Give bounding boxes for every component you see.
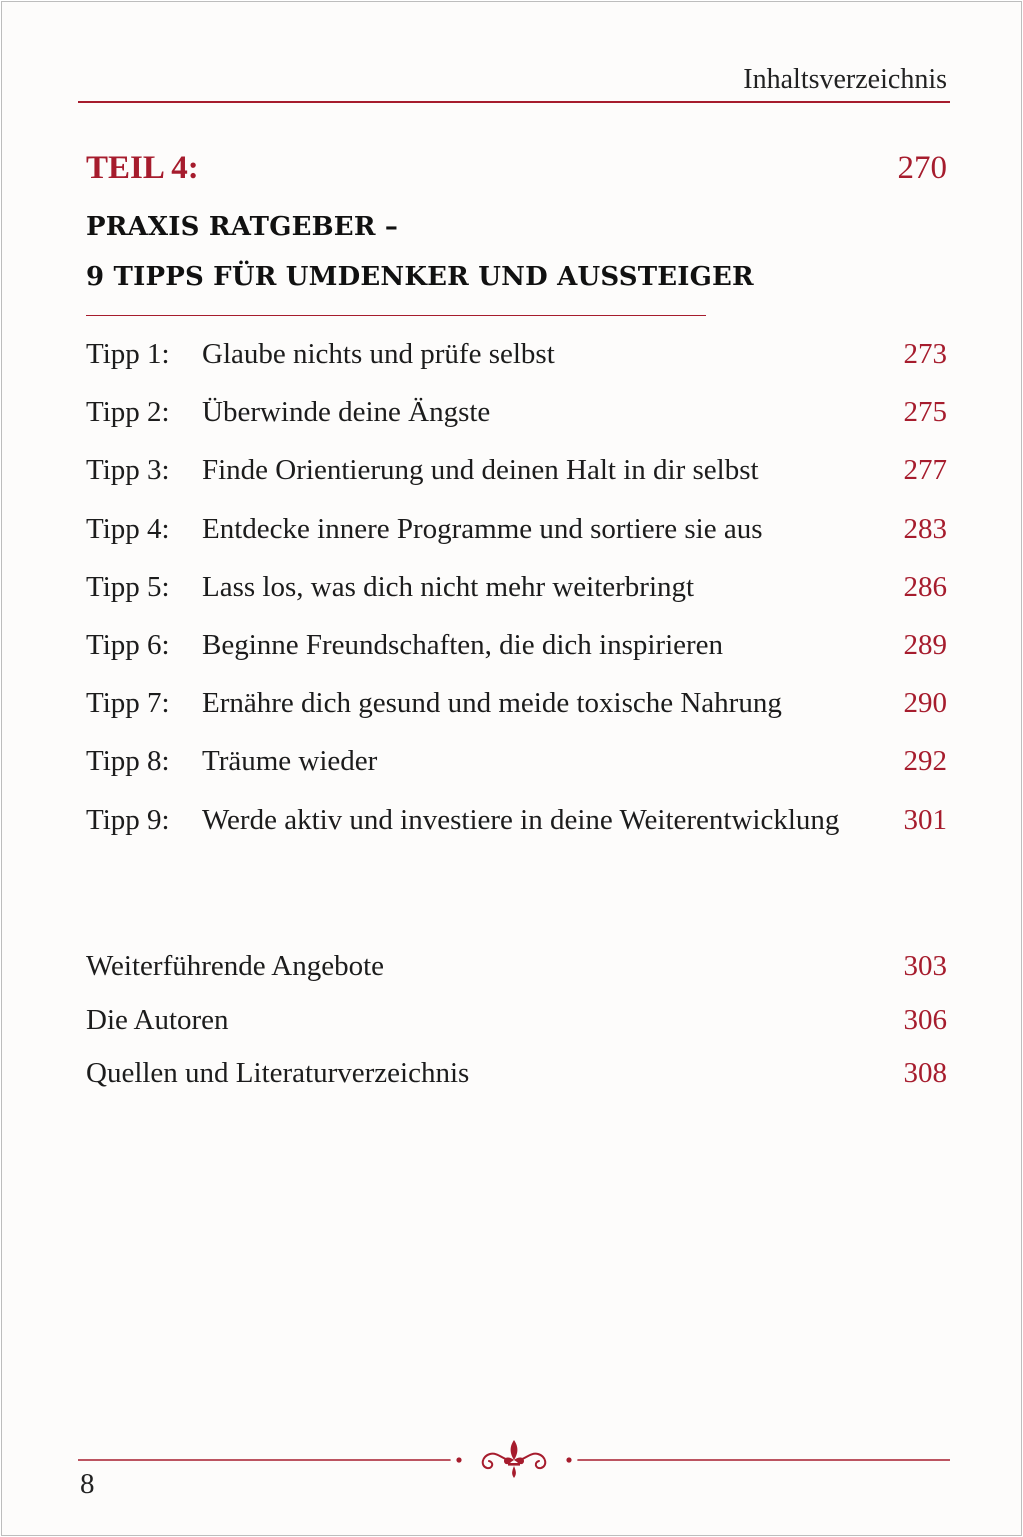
appendix-list (86, 950, 947, 1111)
tip-page-number: 290 (903, 687, 947, 720)
tip-page-number: 301 (903, 803, 947, 836)
tip-number: Tipp 7: (86, 687, 170, 720)
toc-entry[interactable] (86, 804, 947, 862)
section-title-line-1: PRAXIS RATGEBER – (86, 212, 399, 242)
appendix-page-number: 303 (903, 950, 947, 982)
tip-title: Lass los, was dich nicht mehr weiterbringt (202, 570, 695, 603)
tip-title: Entdecke innere Programme und sortiere sie aus (202, 512, 763, 545)
tip-number: Tipp 8: (86, 745, 170, 778)
toc-entry[interactable] (86, 396, 947, 454)
tip-title: Beginne Freundschaften, die dich inspirieren (202, 628, 724, 661)
appendix-title: Weiterführende Angebote (86, 950, 385, 982)
appendix-page-number: 306 (903, 1003, 947, 1036)
tip-page-number: 275 (903, 396, 947, 429)
toc-entry[interactable] (86, 1004, 947, 1058)
toc-entry[interactable] (86, 338, 947, 396)
tip-title: Finde Orientierung und deinen Halt in dir selbst (202, 454, 759, 487)
toc-entry[interactable] (86, 1057, 947, 1111)
tip-number: Tipp 5: (86, 570, 170, 603)
tip-title: Überwinde deine Ängste (202, 396, 491, 429)
section-title (86, 202, 754, 302)
appendix-page-number: 308 (903, 1057, 947, 1089)
appendix-title: Quellen und Literaturverzeichnis (86, 1057, 470, 1089)
toc-entry[interactable] (86, 950, 947, 1004)
page-number: 8 (80, 1468, 95, 1500)
tip-number: Tipp 3: (86, 454, 170, 487)
tip-page-number: 286 (903, 570, 947, 603)
tip-page-number: 292 (903, 745, 947, 778)
tip-title: Ernähre dich gesund und meide toxische Nahrung (202, 687, 782, 720)
running-header: Inhaltsverzeichnis (743, 64, 947, 95)
toc-entry[interactable] (86, 745, 947, 803)
appendix-title: Die Autoren (86, 1003, 229, 1036)
section-rule (86, 315, 706, 316)
book-page (1, 1, 1022, 1536)
tip-title: Werde aktiv und investiere in deine Weiterentwicklung (202, 803, 840, 836)
tips-list (86, 338, 947, 862)
part-heading (86, 150, 947, 187)
toc-entry[interactable] (86, 629, 947, 687)
tip-number: Tipp 1: (86, 338, 170, 370)
tip-page-number: 273 (903, 338, 947, 370)
tip-title: Träume wieder (202, 745, 378, 778)
tip-number: Tipp 4: (86, 512, 170, 545)
toc-entry[interactable] (86, 571, 947, 629)
section-title-line-2: 9 TIPPS FÜR UMDENKER UND AUSSTEIGER (86, 262, 754, 292)
toc-entry[interactable] (86, 513, 947, 571)
part-page-number: 270 (897, 150, 947, 186)
tip-title: Glaube nichts und prüfe selbst (202, 338, 555, 370)
tip-number: Tipp 6: (86, 628, 170, 661)
toc-entry[interactable] (86, 687, 947, 745)
part-label: TEIL 4: (86, 150, 199, 186)
fleur-de-lis-ornament-icon (78, 1432, 950, 1482)
tip-number: Tipp 2: (86, 396, 170, 429)
header-rule (78, 101, 950, 103)
tip-page-number: 289 (903, 628, 947, 661)
tip-number: Tipp 9: (86, 803, 170, 836)
toc-entry[interactable] (86, 454, 947, 512)
tip-page-number: 283 (903, 512, 947, 545)
tip-page-number: 277 (903, 454, 947, 487)
